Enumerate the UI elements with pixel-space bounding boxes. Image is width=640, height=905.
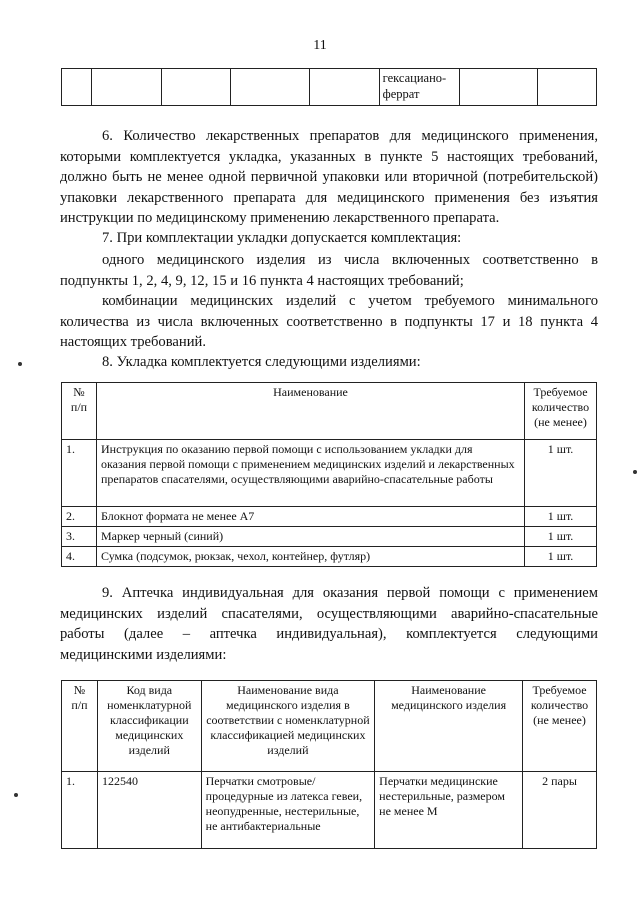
empty-cell (161, 69, 231, 106)
table-row (62, 507, 597, 527)
header-qty: Требуемое количество (не менее) (523, 681, 597, 772)
header-name: Наименование (97, 383, 525, 440)
row-kind: Перчатки смотровые/ процедурные из латекса гевеи, неопудренные, нестерильные, не антибактериальные (201, 772, 375, 849)
table-header-row (62, 383, 597, 440)
row-name: Инструкция по оказанию первой помощи с использованием укладки для оказания первой помощи с применением медицинских изделий и лекарственных препаратов спасателями, осуществляющими аварийно-спасательные работы (97, 440, 525, 507)
paragraph-6: 6. Количество лекарственных препаратов для медицинского применения, которыми комплектуется укладка, указанных в пункте 5 настоящих требований, должно быть не менее одной первичной упаковки или вторичной (потребительской) упаковки лекарственного препарата для медицинского применения без изъятия инструкции по медицинскому применению лекарственного препарата. (60, 128, 598, 226)
header-kind: Наименование вида медицинского изделия в соответствии с номенклатурной классификацией медицинских изделий (201, 681, 375, 772)
row-name: Маркер черный (синий) (97, 527, 525, 547)
row-num: 1. (62, 772, 98, 849)
row-num: 1. (62, 440, 97, 507)
header-num: № п/п (62, 383, 97, 440)
empty-cell (62, 69, 92, 106)
header-qty: Требуемое количество (не менее) (525, 383, 597, 440)
continued-table (61, 68, 597, 106)
row-name: Блокнот формата не менее А7 (97, 507, 525, 527)
table-row (62, 772, 597, 849)
row-num: 4. (62, 547, 97, 567)
table-header-row (62, 681, 597, 772)
paragraph-7a: одного медицинского изделия из числа включенных соответственно в подпункты 1, 2, 4, 9, 12, 15 и 16 пункта 4 настоящих требований; (60, 252, 598, 289)
header-code: Код вида номенклатурной классификации медицинских изделий (97, 681, 201, 772)
header-name: Наименование медицинского изделия (375, 681, 523, 772)
empty-cell (310, 69, 380, 106)
paragraph-9: 9. Аптечка индивидуальная для оказания первой помощи с применением медицинских изделий спасателями, осуществляющими аварийно-спасательные работы (далее – аптечка индивидуальная), комплектуется следующими медицинскими изделиями: (60, 585, 598, 663)
empty-cell (538, 69, 597, 106)
row-qty: 1 шт. (525, 527, 597, 547)
row-qty: 1 шт. (525, 507, 597, 527)
table-row (62, 547, 597, 567)
row-num: 3. (62, 527, 97, 547)
row-code: 122540 (97, 772, 201, 849)
header-num: № п/п (62, 681, 98, 772)
paragraph-7: 7. При комплектации укладки допускается комплектация: (102, 230, 462, 246)
kit-items-table (61, 382, 597, 567)
scan-dot (14, 793, 18, 797)
scan-dot (633, 470, 637, 474)
substance-cell: гексациано- феррат (379, 69, 459, 106)
table-row (62, 527, 597, 547)
row-qty: 2 пары (523, 772, 597, 849)
empty-cell (231, 69, 310, 106)
empty-cell (92, 69, 162, 106)
page-number: 11 (313, 38, 327, 53)
row-qty: 1 шт. (525, 440, 597, 507)
row-name: Сумка (подсумок, рюкзак, чехол, контейнер, футляр) (97, 547, 525, 567)
paragraph-7b: комбинации медицинских изделий с учетом требуемого минимального количества из числа включенных соответственно в подпункты 17 и 18 пункта 4 настоящих требований. (60, 293, 598, 350)
individual-kit-table (61, 680, 597, 849)
row-num: 2. (62, 507, 97, 527)
row-name: Перчатки медицинские нестерильные, размером не менее М (375, 772, 523, 849)
empty-cell (459, 69, 538, 106)
table-row (62, 440, 597, 507)
paragraph-8: 8. Укладка комплектуется следующими изделиями: (102, 354, 421, 370)
scan-dot (18, 362, 22, 366)
row-qty: 1 шт. (525, 547, 597, 567)
